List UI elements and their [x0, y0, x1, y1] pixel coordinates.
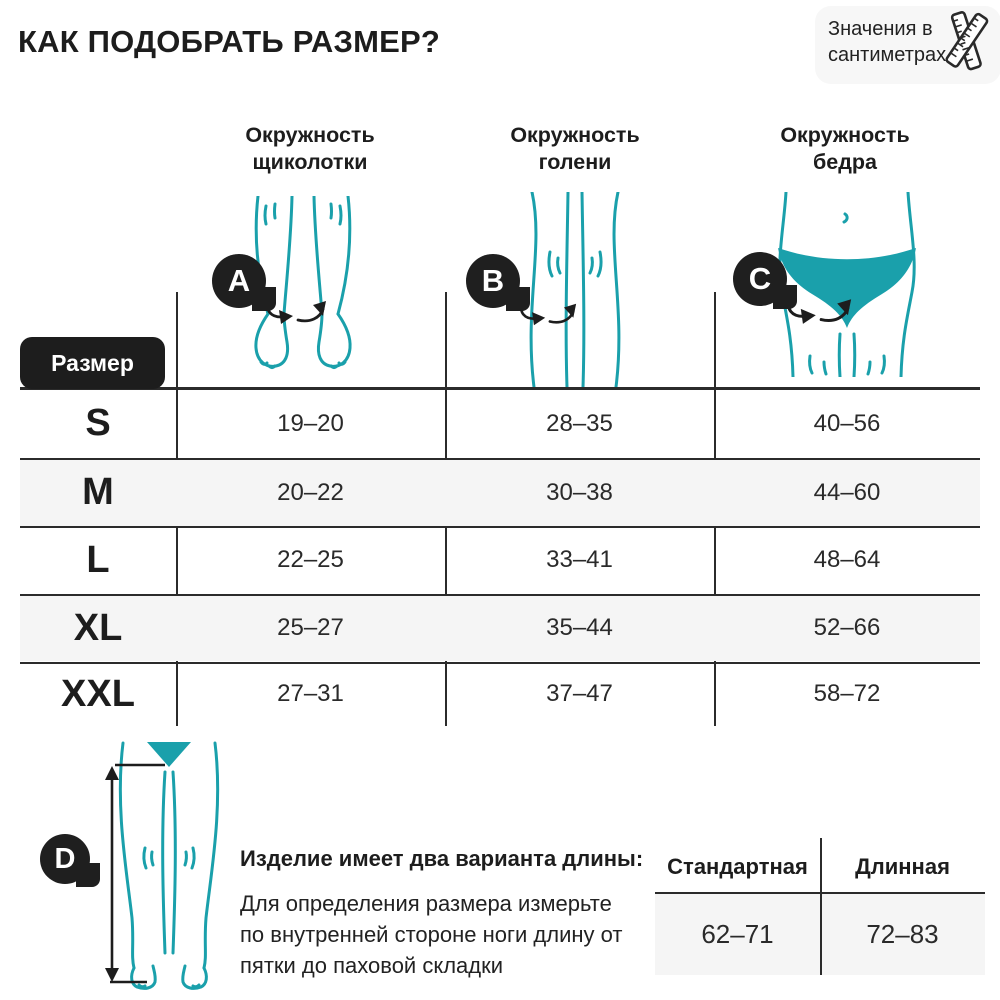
- value-cell: 30–38: [546, 478, 613, 506]
- value-cell: 22–25: [277, 546, 344, 573]
- marker-bubble-c: C: [733, 252, 787, 306]
- size-cell: L: [86, 538, 110, 581]
- value-cell: 25–27: [277, 614, 344, 641]
- length-value-cell: 62–71: [701, 918, 774, 949]
- marker-bubble-a: A: [212, 254, 266, 308]
- table-row-xxl: [20, 663, 980, 725]
- size-cell: S: [85, 402, 111, 444]
- value-cell: 58–72: [813, 680, 881, 707]
- value-cell: 27–31: [277, 680, 344, 707]
- value-cell: 33–41: [546, 546, 613, 573]
- length-description: Для определения размера измерьте по внутренней стороне ноги длину от пятки до паховой складки: [240, 891, 623, 978]
- table-row-line: [20, 458, 980, 460]
- length-heading: Изделие имеет два варианта длины:: [240, 846, 644, 871]
- value-cell: 35–44: [546, 614, 613, 641]
- value-cell: 52–66: [813, 614, 881, 641]
- table-row-line: [20, 526, 980, 528]
- value-cell: 20–22: [277, 478, 344, 506]
- length-column-header: Длинная: [855, 854, 950, 879]
- calf-illustration: [520, 192, 630, 387]
- ruler-icon: [936, 8, 998, 74]
- groin-marker-triangle: [147, 742, 191, 767]
- size-cell: XXL: [61, 672, 135, 715]
- column-header-ankle: Окружность щиколотки: [245, 123, 375, 174]
- measurement-arrow: [110, 765, 165, 982]
- leg-length-illustration: [85, 738, 240, 996]
- units-badge-text: Значения в сантиметрах: [828, 18, 947, 66]
- length-value-cell: 72–83: [866, 918, 939, 949]
- marker-bubble-d: D: [40, 834, 90, 884]
- table-row-s: [20, 389, 980, 458]
- value-cell: 48–64: [813, 546, 881, 573]
- size-cell: M: [82, 471, 114, 513]
- value-cell: 40–56: [813, 409, 881, 437]
- table-row-xl: [20, 595, 980, 661]
- length-column-header: Стандартная: [667, 854, 808, 879]
- table-row-l: [20, 527, 980, 593]
- value-cell: 28–35: [546, 409, 613, 437]
- size-header-tab: Размер: [20, 337, 165, 389]
- column-header-calf: Окружность голени: [510, 123, 640, 174]
- marker-bubble-b: B: [466, 254, 520, 308]
- table-row-m: [20, 459, 980, 526]
- table-row-line: [20, 662, 980, 664]
- table-header-line: [20, 387, 980, 390]
- length-table-divider: [820, 838, 822, 975]
- value-cell: 19–20: [277, 409, 344, 437]
- value-cell: 37–47: [546, 680, 613, 707]
- size-cell: XL: [73, 606, 123, 649]
- page-title: КАК ПОДОБРАТЬ РАЗМЕР?: [18, 24, 441, 59]
- value-cell: 44–60: [813, 478, 881, 506]
- column-header-hip: Окружность бедра: [780, 123, 910, 174]
- table-row-line: [20, 594, 980, 596]
